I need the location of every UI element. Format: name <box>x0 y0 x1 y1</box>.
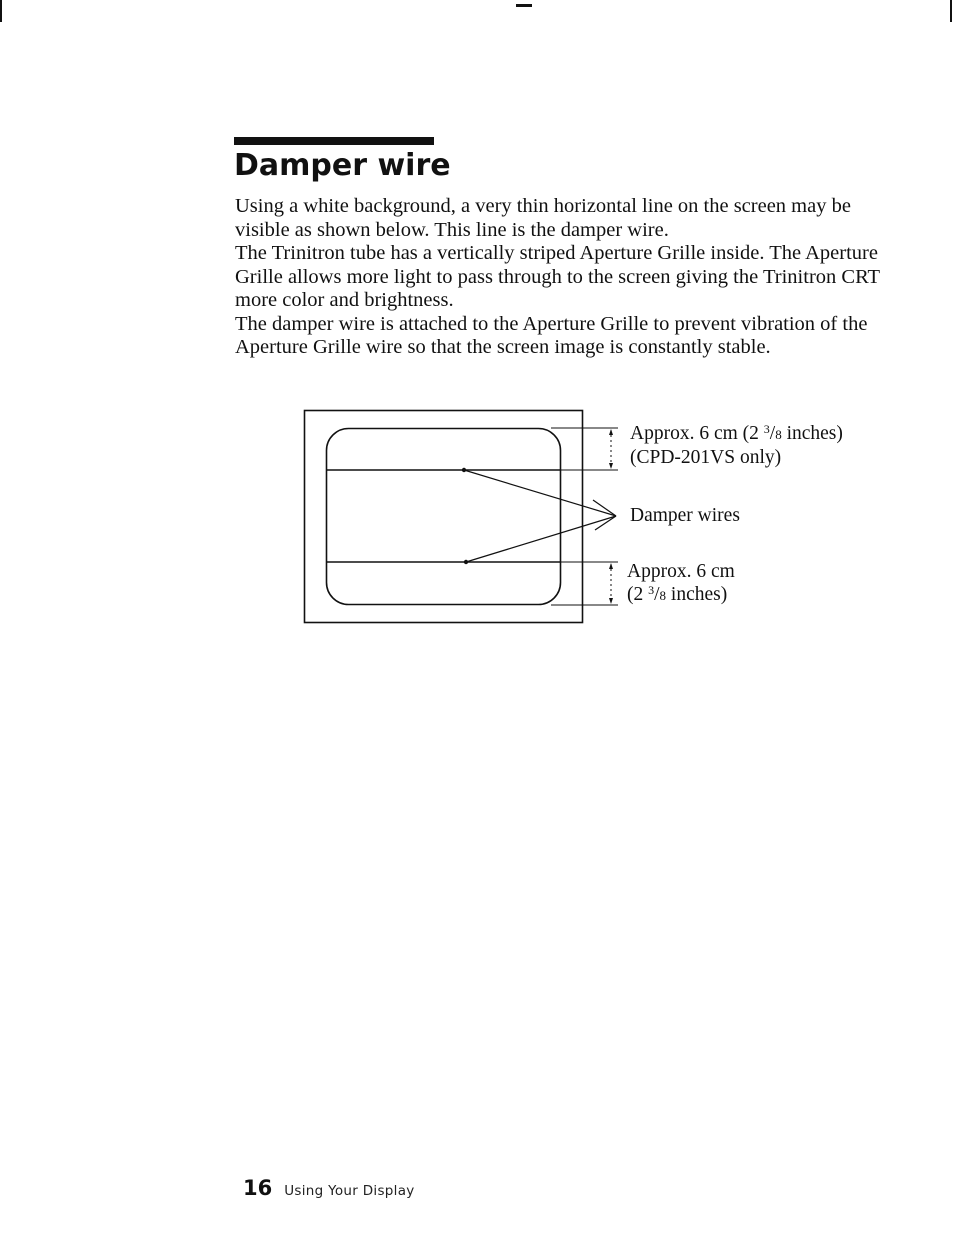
page-number: 16 <box>243 1176 273 1200</box>
bottom-dimension-prefix: (2 <box>627 584 649 605</box>
crt-screen <box>327 429 561 605</box>
leader-arrowhead-upper <box>593 500 616 516</box>
page-edge-mark-right <box>950 0 952 22</box>
dimension-arrow-top-up <box>609 429 613 435</box>
paragraph-aperture-grille: The Trinitron tube has a vertically striped Aperture Grille inside. The Aperture Grille allows more light to pass through to the screen giving the Trinitron CRT more color and brightness. <box>235 242 880 311</box>
leader-arrowhead-lower <box>595 516 616 530</box>
dimension-arrow-bottom-down <box>609 598 613 604</box>
page-top-mark <box>516 4 532 7</box>
page-edge-mark-left <box>0 0 2 22</box>
damper-wire-diagram <box>296 404 896 634</box>
top-dimension-line1: Approx. 6 cm (2 $^3$/8 inches) <box>630 422 843 444</box>
top-dimension-denominator: 8 <box>775 427 782 442</box>
top-dimension-callout <box>630 422 843 469</box>
leader-line-top-wire <box>464 470 616 516</box>
dimension-arrow-top-down <box>609 463 613 469</box>
footer-section-name: Using Your Display <box>284 1183 415 1199</box>
top-dimension-prefix: Approx. 6 cm (2 <box>630 423 764 444</box>
damper-wires-label: Damper wires <box>630 505 740 526</box>
top-dimension-numerator: 3 <box>763 422 770 436</box>
bottom-dimension-suffix: inches) <box>666 584 728 605</box>
bottom-dimension-line2: (2 $^3$/8 inches) <box>627 583 728 605</box>
page-footer <box>243 1176 415 1200</box>
section-title: Damper wire <box>234 148 451 183</box>
dimension-arrow-bottom-up <box>609 563 613 569</box>
paragraph-intro: Using a white background, a very thin horizontal line on the screen may be visible as shown below. This line is the damper wire. <box>235 195 851 241</box>
top-dimension-model-note: (CPD-201VS only) <box>630 447 782 468</box>
section-heading-bar <box>234 137 434 145</box>
bottom-dimension-callout <box>627 560 735 607</box>
monitor-bezel <box>305 411 583 623</box>
bottom-dimension-line1: Approx. 6 cm <box>627 561 735 582</box>
top-dimension-suffix: inches) <box>781 423 843 444</box>
leader-line-bottom-wire <box>466 516 616 562</box>
bottom-dimension-denominator: 8 <box>659 588 667 603</box>
paragraph-damper-purpose: The damper wire is attached to the Aperture Grille to prevent vibration of the Aperture Grille wire so that the screen image is constantly stable. <box>235 312 868 358</box>
body-text <box>235 195 885 360</box>
bottom-dimension-numerator: 3 <box>648 583 655 597</box>
